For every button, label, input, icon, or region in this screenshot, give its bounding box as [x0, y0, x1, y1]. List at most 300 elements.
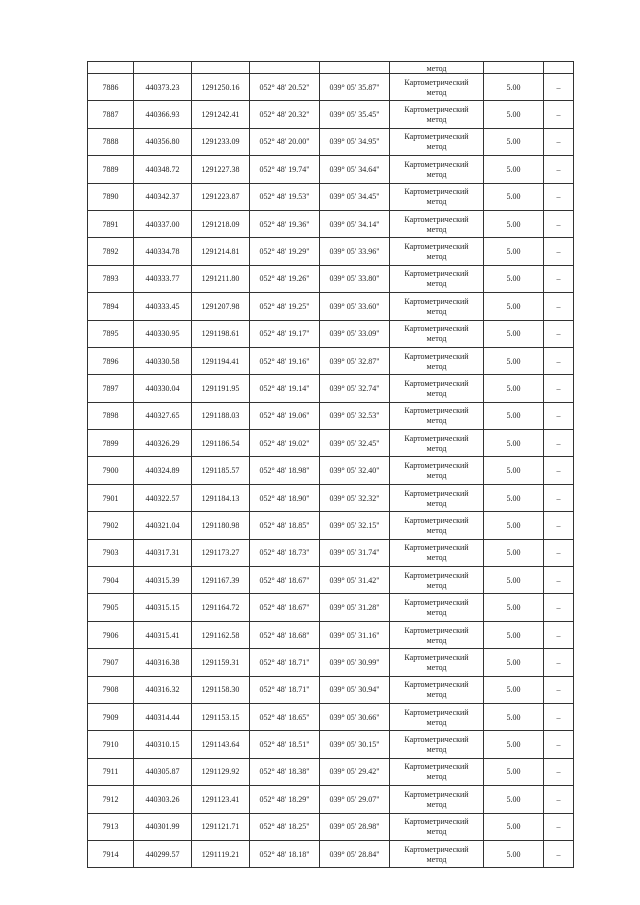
- table-row: [88, 293, 574, 320]
- point-number-cell: 7889: [88, 156, 134, 183]
- method-cell: [390, 183, 484, 210]
- accuracy-cell: 5.00: [484, 293, 544, 320]
- y-coordinate-cell: 1291180.98: [192, 512, 250, 539]
- y-coordinate-cell: 1291194.41: [192, 347, 250, 374]
- latitude-cell: 052° 48' 18.67": [250, 567, 320, 594]
- method-cell: [390, 238, 484, 265]
- method-line-2: метод: [426, 388, 447, 398]
- point-number-cell: 7891: [88, 210, 134, 237]
- table-row: [88, 786, 574, 813]
- method-line-2: метод: [426, 525, 447, 535]
- method-cell: [390, 457, 484, 484]
- x-coordinate-cell: 440330.58: [134, 347, 192, 374]
- description-cell: –: [544, 539, 574, 566]
- table-row: [88, 402, 574, 429]
- x-coordinate-cell: 440310.15: [134, 731, 192, 758]
- method-line-1: Картометрический: [404, 433, 469, 443]
- method-cell: [390, 101, 484, 128]
- method-cell: [390, 758, 484, 785]
- point-number-cell: 7893: [88, 265, 134, 292]
- method-line-1: Картометрический: [404, 598, 469, 608]
- y-coordinate-cell: 1291191.95: [192, 375, 250, 402]
- x-coordinate-cell: 440317.31: [134, 539, 192, 566]
- method-cell: [390, 649, 484, 676]
- x-coordinate-cell: 440315.15: [134, 594, 192, 621]
- longitude-cell: 039° 05' 31.74": [320, 539, 390, 566]
- latitude-cell: 052° 48' 19.74": [250, 156, 320, 183]
- method-line-1: Картометрический: [404, 707, 469, 717]
- method-line-1: Картометрический: [404, 406, 469, 416]
- accuracy-cell: 5.00: [484, 430, 544, 457]
- accuracy-cell: 5.00: [484, 320, 544, 347]
- table-row: [88, 101, 574, 128]
- x-coordinate-cell: 440373.23: [134, 74, 192, 101]
- description-cell: –: [544, 101, 574, 128]
- longitude-cell: 039° 05' 33.09": [320, 320, 390, 347]
- x-coordinate-cell: 440314.44: [134, 703, 192, 730]
- point-number-cell: 7908: [88, 676, 134, 703]
- method-cell: [390, 484, 484, 511]
- x-coordinate-cell: 440342.37: [134, 183, 192, 210]
- point-number-cell: 7888: [88, 128, 134, 155]
- description-cell: –: [544, 293, 574, 320]
- accuracy-cell: 5.00: [484, 594, 544, 621]
- x-coordinate-cell: 440316.32: [134, 676, 192, 703]
- latitude-cell: 052° 48' 20.32": [250, 101, 320, 128]
- y-coordinate-cell: 1291119.21: [192, 840, 250, 867]
- x-coordinate-cell: 440333.45: [134, 293, 192, 320]
- x-coordinate-cell: 440326.29: [134, 430, 192, 457]
- longitude-cell: 039° 05' 34.95": [320, 128, 390, 155]
- latitude-cell: 052° 48' 19.53": [250, 183, 320, 210]
- latitude-cell: 052° 48' 18.65": [250, 703, 320, 730]
- x-coordinate-cell: 440315.41: [134, 621, 192, 648]
- point-number-cell: 7903: [88, 539, 134, 566]
- description-cell: –: [544, 210, 574, 237]
- description-cell: –: [544, 347, 574, 374]
- longitude-cell: 039° 05' 29.07": [320, 786, 390, 813]
- longitude-cell: 039° 05' 28.98": [320, 813, 390, 840]
- method-cell: [390, 402, 484, 429]
- y-coordinate-cell: 1291218.09: [192, 210, 250, 237]
- x-coordinate-cell: 440305.87: [134, 758, 192, 785]
- point-number-cell: 7912: [88, 786, 134, 813]
- method-line-1: Картометрический: [404, 680, 469, 690]
- method-line-2: метод: [426, 854, 447, 864]
- table-row: [88, 731, 574, 758]
- method-line-1: Картометрический: [404, 378, 469, 388]
- y-coordinate-cell: 1291188.03: [192, 402, 250, 429]
- method-line-1: Картометрический: [404, 570, 469, 580]
- method-line-2: метод: [426, 553, 447, 563]
- longitude-cell: 039° 05' 29.42": [320, 758, 390, 785]
- method-cell: [390, 74, 484, 101]
- method-line-1: Картометрический: [404, 543, 469, 553]
- description-cell: –: [544, 813, 574, 840]
- latitude-cell: 052° 48' 19.17": [250, 320, 320, 347]
- y-coordinate-cell: 1291186.54: [192, 430, 250, 457]
- latitude-cell: 052° 48' 18.18": [250, 840, 320, 867]
- table-cell: [134, 62, 192, 74]
- latitude-cell: 052° 48' 19.16": [250, 347, 320, 374]
- longitude-cell: 039° 05' 33.60": [320, 293, 390, 320]
- accuracy-cell: 5.00: [484, 512, 544, 539]
- description-cell: –: [544, 265, 574, 292]
- table-row: [88, 210, 574, 237]
- method-line-1: Картометрический: [404, 625, 469, 635]
- x-coordinate-cell: 440303.26: [134, 786, 192, 813]
- point-number-cell: 7900: [88, 457, 134, 484]
- x-coordinate-cell: 440322.57: [134, 484, 192, 511]
- method-line-2: метод: [426, 799, 447, 809]
- longitude-cell: 039° 05' 33.80": [320, 265, 390, 292]
- x-coordinate-cell: 440315.39: [134, 567, 192, 594]
- y-coordinate-cell: 1291159.31: [192, 649, 250, 676]
- accuracy-cell: 5.00: [484, 183, 544, 210]
- table-row: [88, 347, 574, 374]
- method-line-2: метод: [426, 498, 447, 508]
- table-row: [88, 430, 574, 457]
- method-line-1: Картометрический: [404, 324, 469, 334]
- point-number-cell: 7910: [88, 731, 134, 758]
- coordinate-table: [87, 61, 574, 868]
- method-line-2: метод: [426, 279, 447, 289]
- method-line-1: Картометрический: [404, 187, 469, 197]
- description-cell: –: [544, 238, 574, 265]
- latitude-cell: 052° 48' 18.85": [250, 512, 320, 539]
- y-coordinate-cell: 1291162.58: [192, 621, 250, 648]
- table-row: [88, 183, 574, 210]
- description-cell: –: [544, 375, 574, 402]
- method-line-2: метод: [426, 115, 447, 125]
- description-cell: –: [544, 430, 574, 457]
- table-row: [88, 813, 574, 840]
- longitude-cell: 039° 05' 31.28": [320, 594, 390, 621]
- description-cell: –: [544, 74, 574, 101]
- method-cell: метод: [390, 62, 484, 74]
- accuracy-cell: 5.00: [484, 347, 544, 374]
- point-number-cell: 7905: [88, 594, 134, 621]
- accuracy-cell: 5.00: [484, 758, 544, 785]
- longitude-cell: 039° 05' 30.66": [320, 703, 390, 730]
- table-cell: [250, 62, 320, 74]
- point-number-cell: 7904: [88, 567, 134, 594]
- x-coordinate-cell: 440330.95: [134, 320, 192, 347]
- longitude-cell: 039° 05' 32.15": [320, 512, 390, 539]
- method-cell: [390, 786, 484, 813]
- method-line-2: метод: [426, 87, 447, 97]
- method-line-1: Картометрический: [404, 652, 469, 662]
- point-number-cell: 7902: [88, 512, 134, 539]
- point-number-cell: 7906: [88, 621, 134, 648]
- method-line-1: Картометрический: [404, 269, 469, 279]
- description-cell: –: [544, 594, 574, 621]
- method-line-2: метод: [426, 169, 447, 179]
- method-cell: [390, 567, 484, 594]
- method-line-2: метод: [426, 635, 447, 645]
- longitude-cell: 039° 05' 32.74": [320, 375, 390, 402]
- latitude-cell: 052° 48' 18.71": [250, 676, 320, 703]
- y-coordinate-cell: 1291173.27: [192, 539, 250, 566]
- table-body: [88, 62, 574, 868]
- x-coordinate-cell: 440299.57: [134, 840, 192, 867]
- table-row: [88, 649, 574, 676]
- y-coordinate-cell: 1291167.39: [192, 567, 250, 594]
- point-number-cell: 7899: [88, 430, 134, 457]
- latitude-cell: 052° 48' 19.02": [250, 430, 320, 457]
- method-line-2: метод: [426, 662, 447, 672]
- latitude-cell: 052° 48' 18.90": [250, 484, 320, 511]
- method-cell: [390, 703, 484, 730]
- method-cell: [390, 320, 484, 347]
- method-line-2: метод: [426, 827, 447, 837]
- method-line-2: метод: [426, 334, 447, 344]
- method-cell: [390, 539, 484, 566]
- accuracy-cell: 5.00: [484, 786, 544, 813]
- table-row: [88, 128, 574, 155]
- accuracy-cell: 5.00: [484, 676, 544, 703]
- method-line-1: Картометрический: [404, 214, 469, 224]
- continuation-row: [88, 62, 574, 74]
- accuracy-cell: 5.00: [484, 74, 544, 101]
- latitude-cell: 052° 48' 19.14": [250, 375, 320, 402]
- description-cell: –: [544, 758, 574, 785]
- accuracy-cell: 5.00: [484, 265, 544, 292]
- y-coordinate-cell: 1291198.61: [192, 320, 250, 347]
- accuracy-cell: 5.00: [484, 567, 544, 594]
- description-cell: –: [544, 786, 574, 813]
- accuracy-cell: 5.00: [484, 484, 544, 511]
- table-row: [88, 621, 574, 648]
- table-row: [88, 265, 574, 292]
- point-number-cell: 7896: [88, 347, 134, 374]
- description-cell: –: [544, 703, 574, 730]
- table-row: [88, 156, 574, 183]
- method-cell: [390, 210, 484, 237]
- table-row: [88, 594, 574, 621]
- point-number-cell: 7914: [88, 840, 134, 867]
- longitude-cell: 039° 05' 33.96": [320, 238, 390, 265]
- table-row: [88, 512, 574, 539]
- table-row: [88, 758, 574, 785]
- point-number-cell: 7894: [88, 293, 134, 320]
- accuracy-cell: 5.00: [484, 539, 544, 566]
- x-coordinate-cell: 440324.89: [134, 457, 192, 484]
- latitude-cell: 052° 48' 18.51": [250, 731, 320, 758]
- y-coordinate-cell: 1291121.71: [192, 813, 250, 840]
- method-line-2: метод: [426, 608, 447, 618]
- table-row: [88, 840, 574, 867]
- latitude-cell: 052° 48' 18.98": [250, 457, 320, 484]
- table-row: [88, 539, 574, 566]
- table-cell: [484, 62, 544, 74]
- longitude-cell: 039° 05' 32.40": [320, 457, 390, 484]
- method-line-1: Картометрический: [404, 105, 469, 115]
- y-coordinate-cell: 1291233.09: [192, 128, 250, 155]
- method-cell: [390, 293, 484, 320]
- method-cell: [390, 128, 484, 155]
- method-line-1: Картометрический: [404, 461, 469, 471]
- point-number-cell: 7907: [88, 649, 134, 676]
- longitude-cell: 039° 05' 28.84": [320, 840, 390, 867]
- method-cell: [390, 156, 484, 183]
- accuracy-cell: 5.00: [484, 128, 544, 155]
- method-line-1: Картометрический: [404, 77, 469, 87]
- method-line-2: метод: [426, 306, 447, 316]
- method-cell: [390, 813, 484, 840]
- point-number-cell: 7897: [88, 375, 134, 402]
- accuracy-cell: 5.00: [484, 621, 544, 648]
- longitude-cell: 039° 05' 32.32": [320, 484, 390, 511]
- method-cell: [390, 430, 484, 457]
- description-cell: –: [544, 621, 574, 648]
- method-line-1: Картометрический: [404, 159, 469, 169]
- table-row: [88, 238, 574, 265]
- method-line-1: Картометрический: [404, 132, 469, 142]
- description-cell: –: [544, 128, 574, 155]
- latitude-cell: 052° 48' 18.67": [250, 594, 320, 621]
- method-line-2: метод: [426, 471, 447, 481]
- longitude-cell: 039° 05' 32.87": [320, 347, 390, 374]
- x-coordinate-cell: 440334.78: [134, 238, 192, 265]
- method-line-1: Картометрический: [404, 735, 469, 745]
- x-coordinate-cell: 440301.99: [134, 813, 192, 840]
- y-coordinate-cell: 1291123.41: [192, 786, 250, 813]
- description-cell: –: [544, 183, 574, 210]
- latitude-cell: 052° 48' 18.73": [250, 539, 320, 566]
- method-cell: [390, 840, 484, 867]
- latitude-cell: 052° 48' 19.36": [250, 210, 320, 237]
- table-row: [88, 484, 574, 511]
- y-coordinate-cell: 1291129.92: [192, 758, 250, 785]
- table-row: [88, 676, 574, 703]
- point-number-cell: 7913: [88, 813, 134, 840]
- x-coordinate-cell: 440321.04: [134, 512, 192, 539]
- y-coordinate-cell: 1291153.15: [192, 703, 250, 730]
- method-line-1: Картометрический: [404, 789, 469, 799]
- table-row: [88, 457, 574, 484]
- x-coordinate-cell: 440337.00: [134, 210, 192, 237]
- y-coordinate-cell: 1291242.41: [192, 101, 250, 128]
- accuracy-cell: 5.00: [484, 703, 544, 730]
- description-cell: –: [544, 840, 574, 867]
- table-cell: [192, 62, 250, 74]
- point-number-cell: 7895: [88, 320, 134, 347]
- method-cell: [390, 594, 484, 621]
- method-line-2: метод: [426, 197, 447, 207]
- y-coordinate-cell: 1291227.38: [192, 156, 250, 183]
- method-line-2: метод: [426, 717, 447, 727]
- longitude-cell: 039° 05' 32.45": [320, 430, 390, 457]
- point-number-cell: 7898: [88, 402, 134, 429]
- y-coordinate-cell: 1291214.81: [192, 238, 250, 265]
- longitude-cell: 039° 05' 30.94": [320, 676, 390, 703]
- method-line-1: Картометрический: [404, 488, 469, 498]
- y-coordinate-cell: 1291211.80: [192, 265, 250, 292]
- latitude-cell: 052° 48' 20.52": [250, 74, 320, 101]
- table-row: [88, 567, 574, 594]
- x-coordinate-cell: 440316.38: [134, 649, 192, 676]
- method-line-2: метод: [426, 690, 447, 700]
- accuracy-cell: 5.00: [484, 101, 544, 128]
- latitude-cell: 052° 48' 20.00": [250, 128, 320, 155]
- longitude-cell: 039° 05' 30.99": [320, 649, 390, 676]
- description-cell: –: [544, 484, 574, 511]
- y-coordinate-cell: 1291158.30: [192, 676, 250, 703]
- point-number-cell: 7887: [88, 101, 134, 128]
- point-number-cell: 7890: [88, 183, 134, 210]
- latitude-cell: 052° 48' 18.25": [250, 813, 320, 840]
- method-line-1: Картометрический: [404, 817, 469, 827]
- description-cell: –: [544, 402, 574, 429]
- method-line-2: метод: [426, 443, 447, 453]
- method-cell: [390, 512, 484, 539]
- latitude-cell: 052° 48' 18.68": [250, 621, 320, 648]
- method-line-2: метод: [426, 361, 447, 371]
- table-row: [88, 74, 574, 101]
- accuracy-cell: 5.00: [484, 840, 544, 867]
- point-number-cell: 7886: [88, 74, 134, 101]
- description-cell: –: [544, 676, 574, 703]
- method-line-2: метод: [426, 224, 447, 234]
- x-coordinate-cell: 440333.77: [134, 265, 192, 292]
- longitude-cell: 039° 05' 34.64": [320, 156, 390, 183]
- accuracy-cell: 5.00: [484, 210, 544, 237]
- description-cell: –: [544, 320, 574, 347]
- table-row: [88, 703, 574, 730]
- longitude-cell: 039° 05' 31.42": [320, 567, 390, 594]
- method-line-1: Картометрический: [404, 844, 469, 854]
- point-number-cell: 7892: [88, 238, 134, 265]
- x-coordinate-cell: 440348.72: [134, 156, 192, 183]
- description-cell: –: [544, 156, 574, 183]
- method-line-1: Картометрический: [404, 242, 469, 252]
- method-cell: [390, 621, 484, 648]
- description-cell: –: [544, 567, 574, 594]
- longitude-cell: 039° 05' 34.14": [320, 210, 390, 237]
- y-coordinate-cell: 1291207.98: [192, 293, 250, 320]
- table-row: [88, 320, 574, 347]
- latitude-cell: 052° 48' 19.25": [250, 293, 320, 320]
- description-cell: –: [544, 731, 574, 758]
- method-line-2: метод: [426, 252, 447, 262]
- description-cell: –: [544, 512, 574, 539]
- method-line-2: метод: [426, 416, 447, 426]
- accuracy-cell: 5.00: [484, 813, 544, 840]
- table-cell: [544, 62, 574, 74]
- y-coordinate-cell: 1291184.13: [192, 484, 250, 511]
- accuracy-cell: 5.00: [484, 238, 544, 265]
- longitude-cell: 039° 05' 35.87": [320, 74, 390, 101]
- y-coordinate-cell: 1291164.72: [192, 594, 250, 621]
- y-coordinate-cell: 1291250.16: [192, 74, 250, 101]
- description-cell: –: [544, 649, 574, 676]
- x-coordinate-cell: 440327.65: [134, 402, 192, 429]
- accuracy-cell: 5.00: [484, 731, 544, 758]
- point-number-cell: 7901: [88, 484, 134, 511]
- accuracy-cell: 5.00: [484, 375, 544, 402]
- method-line-2: метод: [426, 772, 447, 782]
- x-coordinate-cell: 440356.80: [134, 128, 192, 155]
- longitude-cell: 039° 05' 34.45": [320, 183, 390, 210]
- table-cell: [320, 62, 390, 74]
- method-line-2: метод: [426, 142, 447, 152]
- longitude-cell: 039° 05' 32.53": [320, 402, 390, 429]
- method-cell: [390, 347, 484, 374]
- method-line-2: метод: [426, 580, 447, 590]
- latitude-cell: 052° 48' 19.06": [250, 402, 320, 429]
- latitude-cell: 052° 48' 19.29": [250, 238, 320, 265]
